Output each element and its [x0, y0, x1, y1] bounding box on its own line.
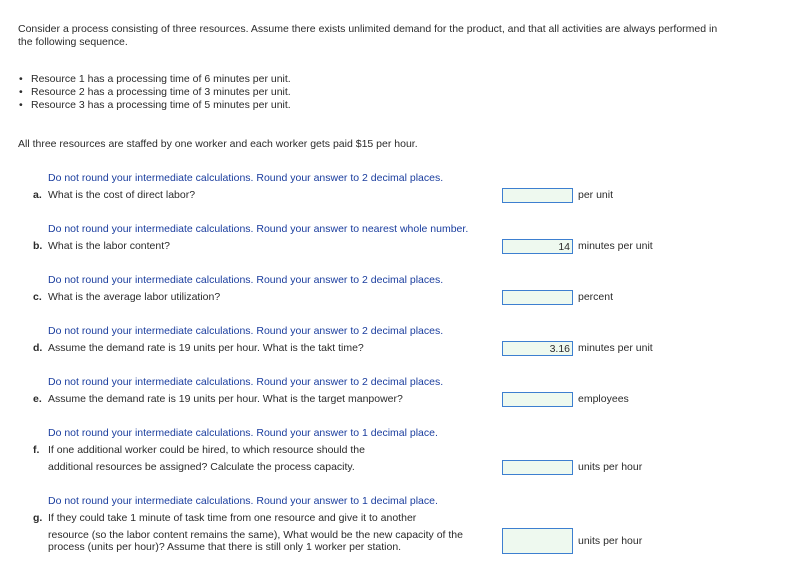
resource-item: • Resource 1 has a processing time of 6 minutes per unit. [18, 73, 291, 86]
question-f-instruction: Do not round your intermediate calculations. Round your answer to 1 decimal place. [48, 427, 438, 439]
resource-item: • Resource 2 has a processing time of 3 minutes per unit. [18, 86, 291, 99]
question-b-answer-input[interactable] [502, 239, 573, 254]
question-c-answer-input[interactable] [502, 290, 573, 305]
question-d-answer-input[interactable] [502, 341, 573, 356]
problem-intro: Consider a process consisting of three resources. Assume there exists unlimited demand for the product, and that all activities are always performed in the following sequence. [18, 23, 718, 48]
question-f-text-line: additional resources be assigned? Calculate the process capacity. [48, 461, 355, 473]
question-a-text: What is the cost of direct labor? [48, 189, 196, 201]
question-e-answer-input[interactable] [502, 392, 573, 407]
question-e-letter: e. [33, 393, 42, 405]
question-e-text: Assume the demand rate is 19 units per hour. What is the target manpower? [48, 393, 403, 405]
question-c-text: What is the average labor utilization? [48, 291, 221, 303]
question-d-unit: minutes per unit [578, 342, 653, 354]
question-d-text: Assume the demand rate is 19 units per hour. What is the takt time? [48, 342, 364, 354]
question-c-unit: percent [578, 291, 614, 303]
question-g-text-line: resource (so the labor content remains the same), What would be the new capacity of the [48, 529, 463, 541]
question-g-text-line: If they could take 1 minute of task time from one resource and give it to another [48, 512, 417, 524]
question-a-letter: a. [33, 189, 42, 201]
question-f-text-line: If one additional worker could be hired, to which resource should the [48, 444, 365, 456]
question-c-letter: c. [33, 291, 42, 303]
question-e-instruction: Do not round your intermediate calculations. Round your answer to 2 decimal places. [48, 376, 444, 388]
question-b-instruction: Do not round your intermediate calculations. Round your answer to nearest whole number. [48, 223, 469, 235]
question-a-instruction: Do not round your intermediate calculations. Round your answer to 2 decimal places. [48, 172, 444, 184]
question-d-letter: d. [33, 342, 43, 354]
question-f-letter: f. [33, 444, 40, 456]
question-c-instruction: Do not round your intermediate calculations. Round your answer to 2 decimal places. [48, 274, 444, 286]
question-d-instruction: Do not round your intermediate calculations. Round your answer to 2 decimal places. [48, 325, 444, 337]
question-g-unit: units per hour [578, 535, 643, 547]
question-b-unit: minutes per unit [578, 240, 653, 252]
staffing-text: All three resources are staffed by one worker and each worker gets paid $15 per hour. [18, 138, 418, 150]
question-a-unit: per unit [578, 189, 614, 201]
question-e-unit: employees [578, 393, 629, 405]
question-b-text: What is the labor content? [48, 240, 170, 252]
question-b-letter: b. [33, 240, 43, 252]
question-f-answer-input[interactable] [502, 460, 573, 475]
question-f-unit: units per hour [578, 461, 643, 473]
question-a-answer-input[interactable] [502, 188, 573, 203]
question-g-text-line: process (units per hour)? Assume that there is still only 1 worker per station. [48, 541, 402, 553]
question-g-letter: g. [33, 512, 43, 524]
question-g-answer-input[interactable] [502, 528, 573, 554]
question-g-instruction: Do not round your intermediate calculations. Round your answer to 1 decimal place. [48, 495, 438, 507]
resource-item: • Resource 3 has a processing time of 5 minutes per unit. [18, 99, 291, 112]
resource-list [18, 73, 291, 112]
